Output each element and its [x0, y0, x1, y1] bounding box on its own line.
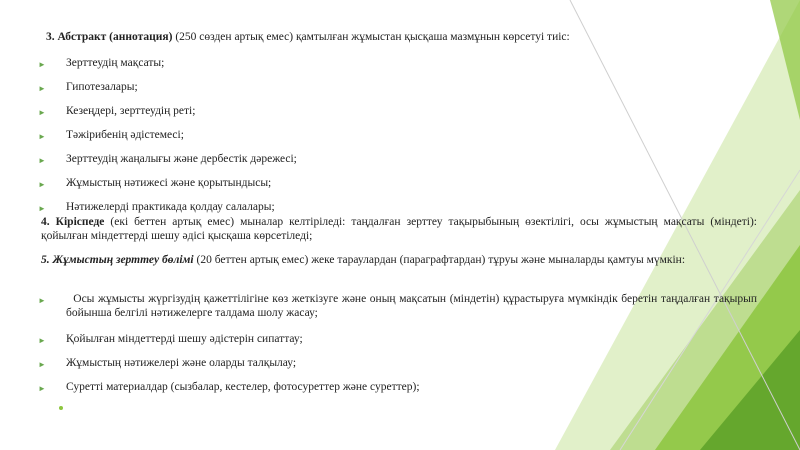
- bullet-arrow-icon: ►: [38, 132, 46, 141]
- empty-bullet-dot-icon: [59, 406, 63, 410]
- list-item: Нәтижелерді практикада қолдау салалары;: [66, 201, 275, 213]
- bullet-arrow-icon: ►: [38, 180, 46, 189]
- list-item: Суретті материалдар (сызбалар, кестелер, фотосуреттер және суреттер);: [66, 381, 420, 393]
- paragraph-introduction: 4. Кіріспеде (екі беттен артық емес) мыналар келтіріледі: таңдалған зерттеу тақырыбының өзектілігі, осы жұмыстың мақсаты (міндеті): қойылған міндеттерді шешу әдісі қысқаша көрсетіледі;: [41, 216, 757, 242]
- bullet-arrow-icon: ►: [38, 204, 46, 213]
- paragraph-research-section: 5. Жұмыстың зерттеу бөлімі (20 беттен артық емес) жеке тараулардан (параграфтардан) тұруы және мыналарды қамтуы мүмкін:: [41, 254, 686, 266]
- list-item: Зерттеудің мақсаты;: [66, 57, 165, 69]
- list-item: Тәжірибенің әдістемесі;: [66, 129, 184, 141]
- list-item: Осы жұмысты жүргізудің қажеттілігіне көз жеткізуге және оның мақсатын (міндетін) құрастыруға мүмкіндік беретін таңдалған тақырып бойынша белгілі нәтижелерге талдама шолу жасау;: [66, 293, 760, 319]
- bullet-arrow-icon: ►: [38, 296, 46, 305]
- list-item: Қойылған міндеттерді шешу әдістерін сипаттау;: [66, 333, 303, 345]
- bullet-arrow-icon: ►: [38, 336, 46, 345]
- bullet-arrow-icon: ►: [38, 108, 46, 117]
- bullet-arrow-icon: ►: [38, 360, 46, 369]
- list-item: Жұмыстың нәтижесі және қорытындысы;: [66, 177, 272, 189]
- list-item: Кезеңдері, зерттеудің реті;: [66, 105, 196, 117]
- bullet-arrow-icon: ►: [38, 156, 46, 165]
- bullet-arrow-icon: ►: [38, 384, 46, 393]
- bullet-arrow-icon: ►: [38, 60, 46, 69]
- bullet-arrow-icon: ►: [38, 84, 46, 93]
- list-item: Гипотезалары;: [66, 81, 138, 93]
- list-item: Жұмыстың нәтижелері және оларды талқылау;: [66, 357, 297, 369]
- list-item: Зерттеудің жаңалығы және дербестік дәрежесі;: [66, 153, 297, 165]
- heading-abstract: 3. Абстракт (аннотация) (250 сөзден артық емес) қамтылған жұмыстан қысқаша мазмұнын көрсетуі тиіс:: [46, 31, 570, 43]
